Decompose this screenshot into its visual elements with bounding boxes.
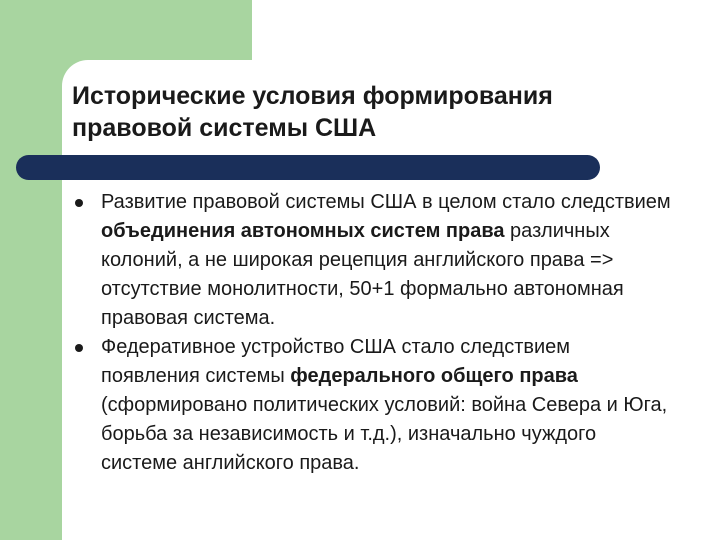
bullet-text: Развитие правовой системы США в целом стало следствием (101, 191, 671, 213)
bullet-text-emphasis: объединения автономных систем права (101, 220, 505, 242)
bullet-item (72, 333, 672, 478)
slide-title: Исторические условия формирования правовой системы США (72, 82, 553, 142)
title-divider-bar (16, 155, 600, 180)
bullet-dot-icon (75, 199, 83, 207)
bullet-text-emphasis: федерального общего права (290, 365, 578, 387)
bullet-dot-icon (75, 344, 83, 352)
bullet-item (72, 188, 672, 333)
bullet-list (72, 188, 672, 478)
bullet-text: (сформировано политических условий: война Севера и Юга, борьба за независимость и т.д.), изначально чуждого системе английского права. (101, 394, 668, 474)
bullet-text: Федеративное устройство США стало следствием появления системы (101, 336, 571, 387)
bullet-text: различных колоний, а не широкая рецепция английского права => отсутствие монолитности, 50+1 формально автономная правовая система. (101, 220, 624, 329)
